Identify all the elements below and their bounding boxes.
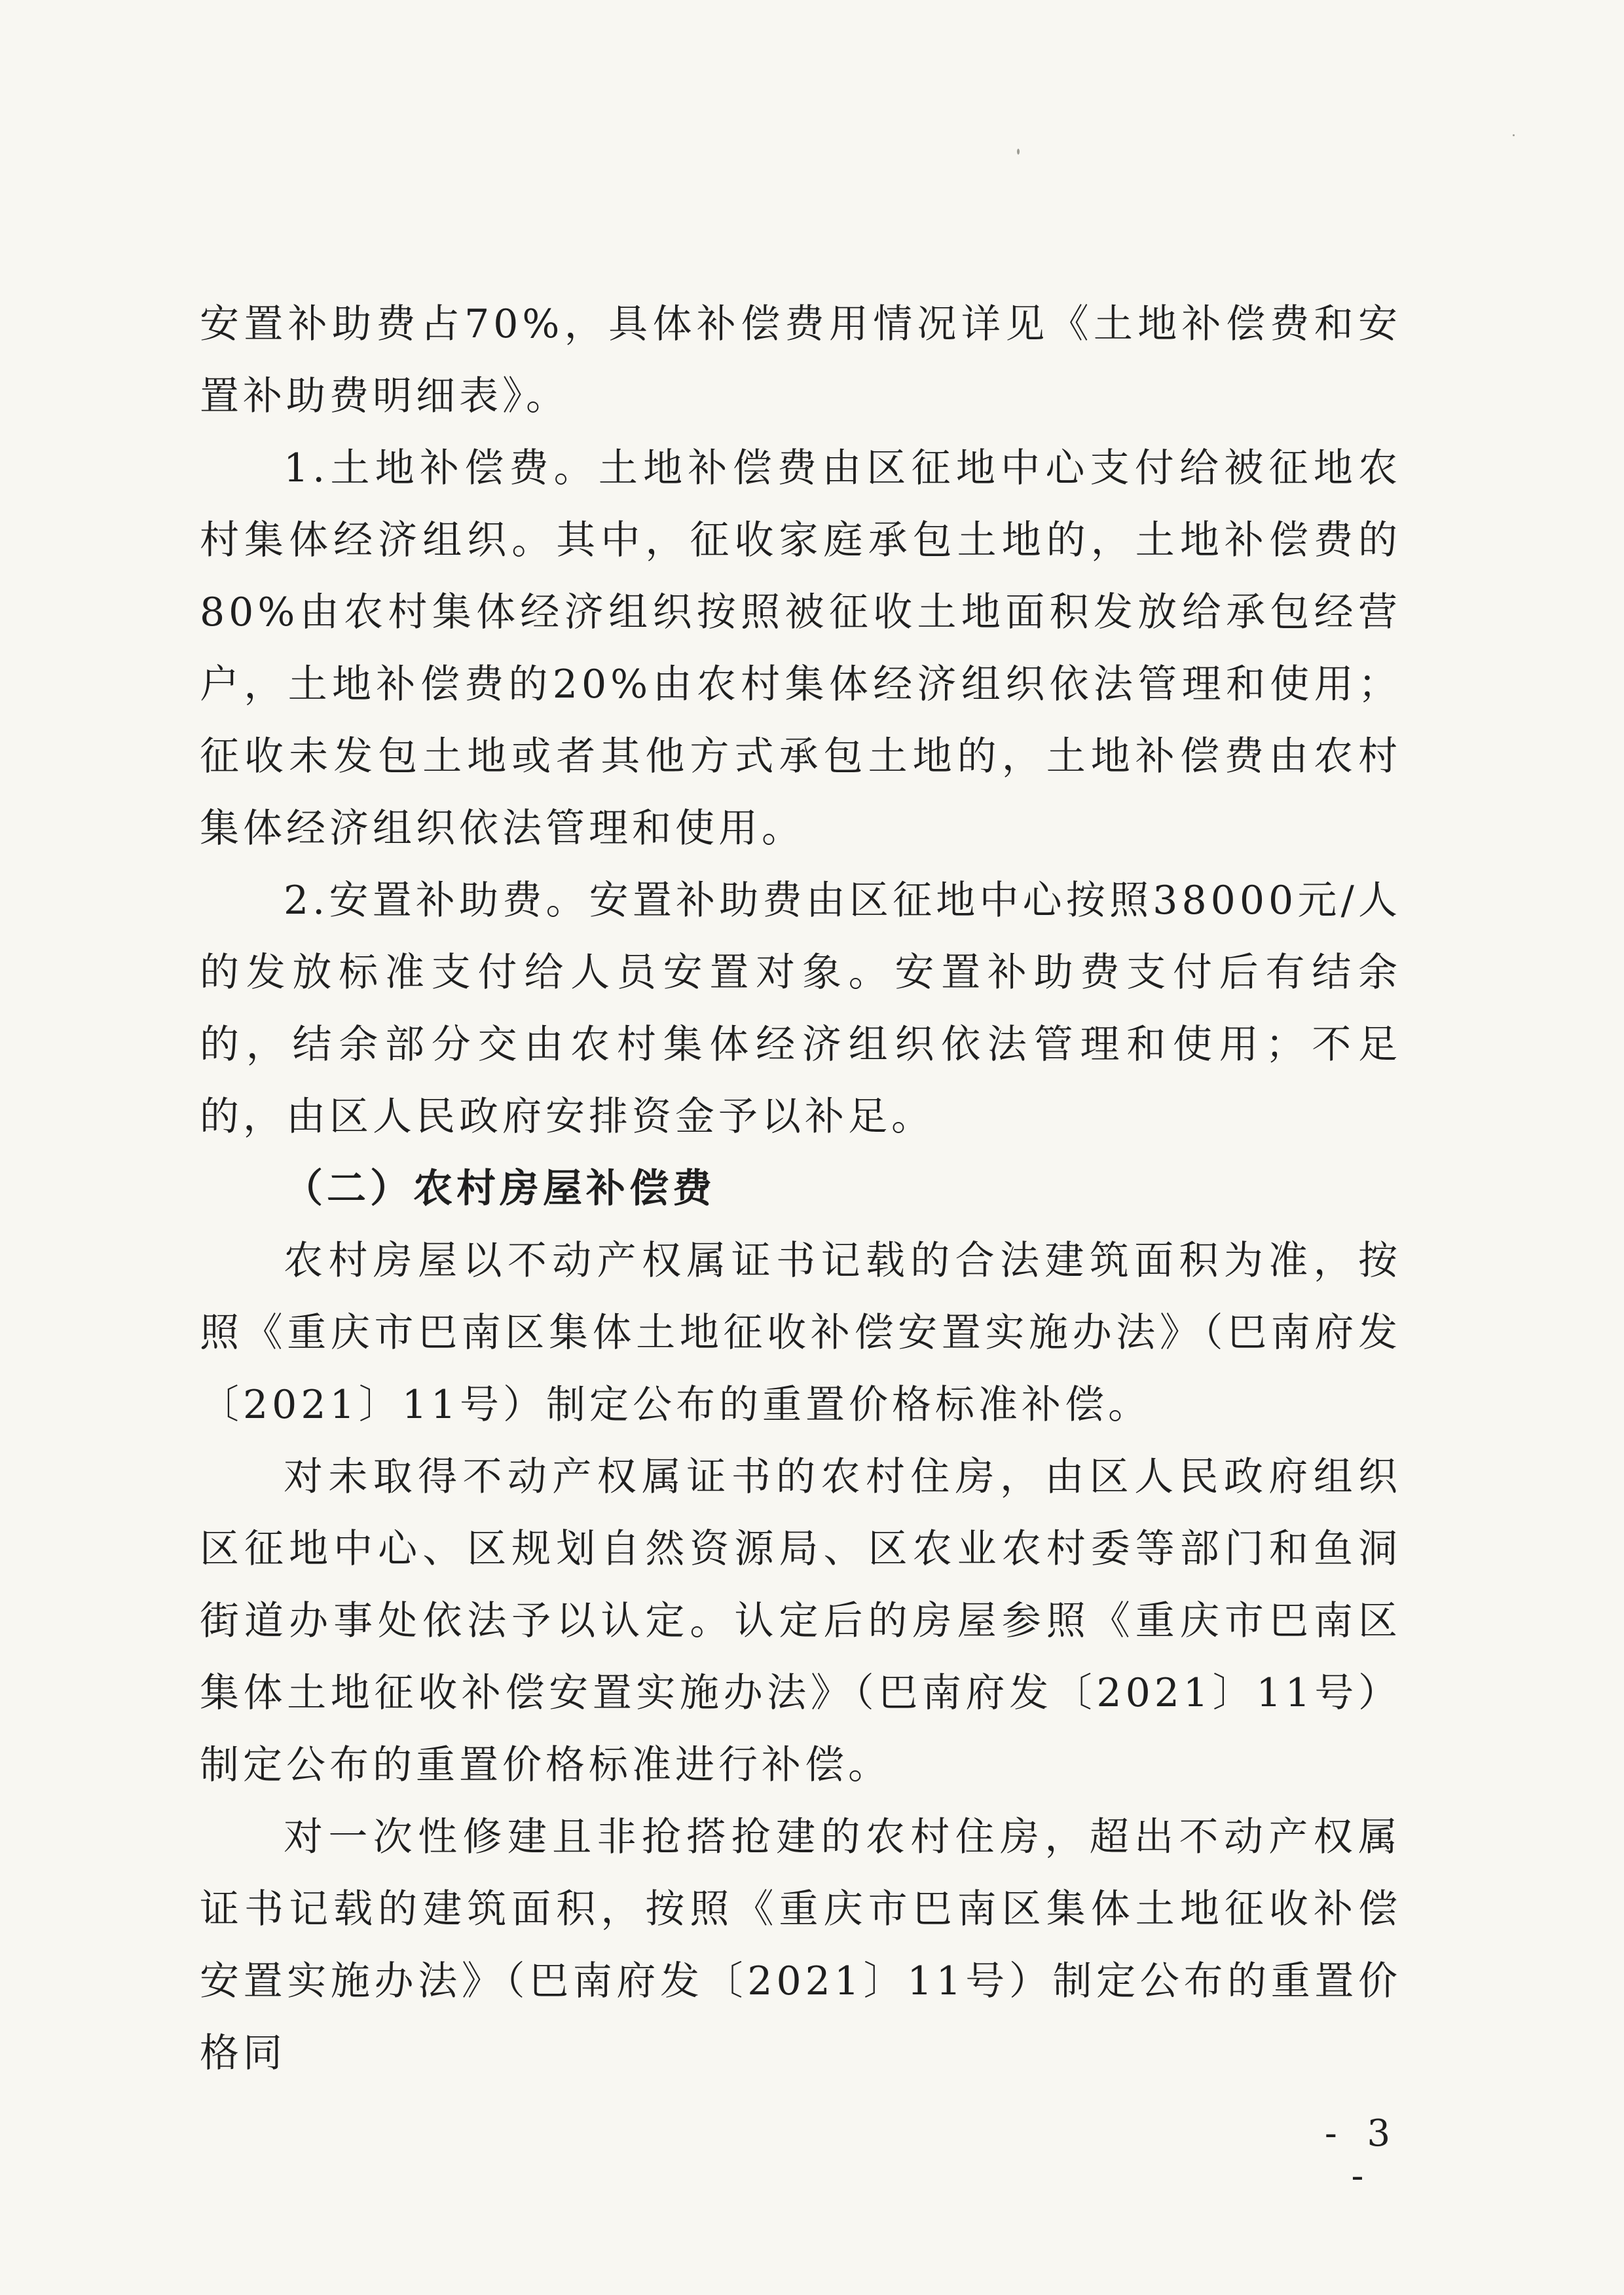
scan-speck — [1017, 149, 1020, 155]
paragraph-uncertified-housing: 对未取得不动产权属证书的农村住房，由区人民政府组织区征地中心、区规划自然资源局、区农业农村委等部门和鱼洞街道办事处依法予以认定。认定后的房屋参照《重庆市巴南区集体土地征收补偿安置实施办法》（巴南府发〔2021〕11号）制定公布的重置价格标准进行补偿。 — [200, 1454, 1401, 1788]
section-heading-rural-housing: （二）农村房屋补偿费 — [284, 1166, 716, 1212]
body-text — [200, 288, 1401, 2089]
paragraph-rural-housing-standard: 农村房屋以不动产权属证书记载的合法建筑面积为准，按照《重庆市巴南区集体土地征收补偿安置实施办法》（巴南府发〔2021〕11号）制定公布的重置价格标准补偿。 — [200, 1238, 1401, 1428]
paragraph-continuation: 安置补助费占70%，具体补偿费用情况详见《土地补偿费和安置补助费明细表》。 — [200, 301, 1401, 419]
page-number: - 3 - — [1324, 2112, 1400, 2197]
scan-speck — [1513, 134, 1515, 136]
paragraph-excess-area: 对一次性修建且非抢搭抢建的农村住房，超出不动产权属证书记载的建筑面积，按照《重庆市巴南区集体土地征收补偿安置实施办法》（巴南府发〔2021〕11号）制定公布的重置价格同 — [200, 1814, 1401, 2076]
paragraph-resettlement-subsidy: 2.安置补助费。安置补助费由区征地中心按照38000元/人的发放标准支付给人员安置对象。安置补助费支付后有结余的，结余部分交由农村集体经济组织依法管理和使用；不足的，由区人民政府安排资金予以补足。 — [200, 878, 1401, 1140]
paragraph-land-compensation: 1.土地补偿费。土地补偿费由区征地中心支付给被征地农村集体经济组织。其中，征收家庭承包土地的，土地补偿费的80%由农村集体经济组织按照被征收土地面积发放给承包经营户，土地补偿费的20%由农村集体经济组织依法管理和使用；征收未发包土地或者其他方式承包土地的，土地补偿费由农村集体经济组织依法管理和使用。 — [200, 445, 1401, 851]
